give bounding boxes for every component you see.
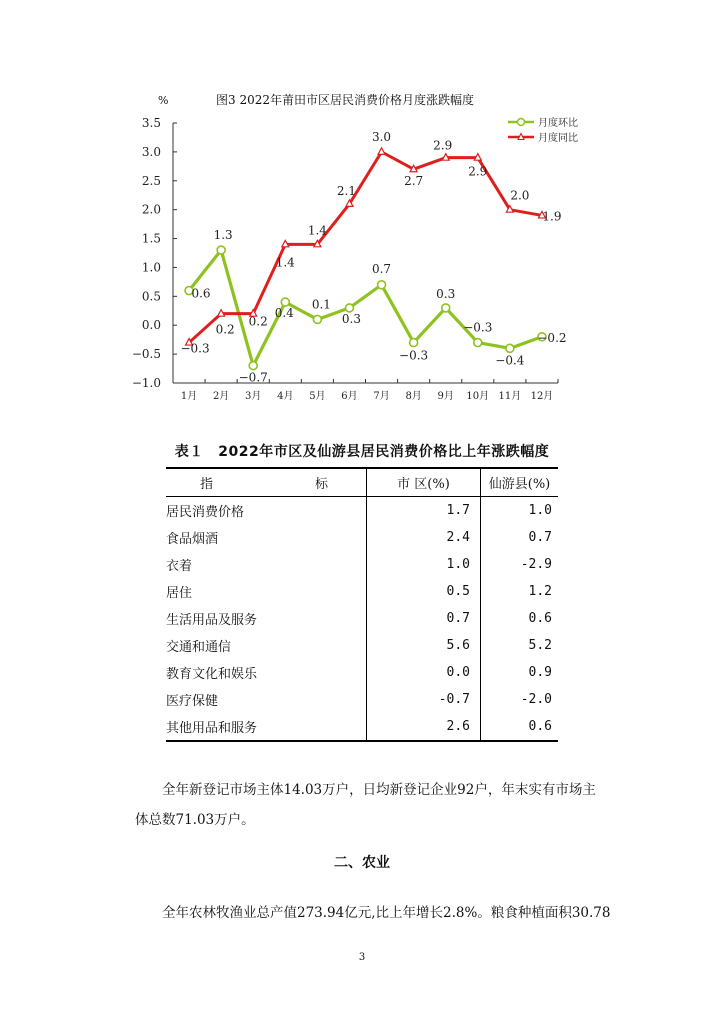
table-title: 表１ 2022年市区及仙游县居民消费价格比上年涨跌幅度 [174,444,550,460]
row-city-value: 0.5 [367,578,481,605]
legend-marker [518,119,525,126]
row-city-value: 2.4 [367,524,481,551]
section-heading-agriculture: 二、农业 [334,855,390,871]
data-label: 3.0 [371,129,392,144]
data-point [410,339,418,347]
y-tick-label: 0.5 [141,289,161,304]
data-point [442,304,450,312]
row-city-value: -0.7 [367,686,481,713]
data-label: 1.3 [213,228,233,243]
x-tick-label: 12月 [530,391,554,402]
header-indicator [166,468,367,497]
data-label: −0.2 [537,330,567,345]
data-label: 1.9 [542,209,562,224]
x-tick-label: 3月 [245,391,262,402]
data-label: 1.4 [275,255,295,270]
data-label: −0.3 [463,320,493,335]
paragraph-agriculture: 全年农林牧渔业总产值273.94亿元,比上年增长2.8%。粮食种植面积30.78 [162,905,611,921]
x-tick-label: 1月 [180,391,198,402]
x-tick-label: 11月 [498,391,522,402]
y-tick-label: −0.5 [131,347,161,362]
row-county-value: 0.6 [481,713,559,741]
table-row [166,497,558,525]
data-label: 2.1 [336,183,357,198]
table-row [166,578,558,605]
row-name: 医疗保健 [166,694,219,709]
y-axis-unit-label: % [158,94,169,107]
row-county-value: 1.2 [481,578,559,605]
row-name: 交通和通信 [166,640,232,655]
data-point [378,281,386,289]
header-indicator-left: 指 [200,477,214,492]
y-tick-label: 2.0 [141,202,161,217]
page-number: 3 [358,952,366,963]
data-label: 0.2 [248,314,268,329]
y-tick-label: 3.5 [141,116,161,130]
table-row [166,713,558,741]
header-county: 仙游县(%) [481,468,559,497]
y-tick-label: −1.0 [131,376,161,390]
data-label: −0.3 [180,341,210,356]
cpi-line-chart [0,0,724,430]
row-name: 食品烟酒 [166,532,219,547]
data-label: −0.7 [238,370,268,385]
row-name: 其他用品和服务 [166,713,367,741]
row-county-value: 5.2 [481,632,559,659]
table-row [166,632,558,659]
data-point [378,148,385,155]
data-point [474,339,482,347]
data-point [345,304,353,312]
y-tick-label: 3.0 [141,144,161,159]
row-name: 教育文化和娱乐 [166,667,258,682]
data-label: 2.9 [433,138,453,153]
row-name: 生活用品及服务 [166,613,258,628]
row-county-value: 1.0 [481,497,559,525]
x-tick-label: 2月 [212,391,230,402]
header-indicator-right: 标 [314,477,328,492]
legend-label: 月度同比 [538,133,578,144]
paragraph-market: 全年新登记市场主体14.03万户，日均新登记企业92户，年末实有市场主体总数71.03万户。 [135,782,596,828]
row-city-value: 1.0 [367,551,481,578]
x-tick-label: 4月 [277,391,294,402]
data-label: 0.7 [371,261,392,276]
data-label: 1.4 [307,223,327,238]
row-name: 居住 [166,586,193,601]
data-point [249,362,257,370]
data-label: 0.6 [191,286,211,301]
table-header-row [166,468,558,497]
series-line-yoy [189,152,542,343]
row-county-value: -2.9 [481,551,559,578]
row-county-value: 0.9 [481,659,559,686]
y-tick-label: 2.5 [141,173,161,188]
cpi-table [166,467,558,742]
data-point [281,298,289,306]
x-tick-label: 5月 [309,391,326,402]
table-row [166,686,558,713]
data-label: 0.3 [436,286,456,301]
row-county-value: 0.7 [481,524,559,551]
data-label: 0.3 [341,311,362,326]
data-label: 0.1 [311,297,331,312]
data-point [313,315,321,323]
table-row [166,524,558,551]
row-city-value: 0.7 [367,605,481,632]
x-tick-label: 9月 [437,391,454,402]
y-tick-label: 1.0 [141,260,161,275]
row-city-value: 1.7 [367,497,481,525]
legend-marker [518,134,524,140]
row-county-value: 0.6 [481,605,559,632]
series-line-mom [189,250,542,366]
chart-title: 图3 2022年莆田市区居民消费价格月度涨跌幅度 [216,93,474,107]
legend-label: 月度环比 [538,118,578,129]
row-name: 居民消费价格 [166,505,245,520]
chart-plot-area [132,116,578,402]
data-label: 2.7 [404,174,424,189]
data-label: 0.4 [274,306,294,321]
table-row [166,605,558,632]
table-row [166,551,558,578]
row-city-value: 0.0 [367,659,481,686]
data-point [217,246,225,254]
row-county-value: -2.0 [481,686,559,713]
data-label: 0.2 [215,322,235,337]
data-point [506,344,514,352]
data-label: −0.3 [399,348,429,363]
x-tick-label: 7月 [373,391,390,402]
x-tick-label: 8月 [405,391,422,402]
data-label: −0.4 [495,353,525,368]
x-tick-label: 10月 [466,391,490,402]
data-label: 2.9 [468,164,488,179]
row-name: 衣着 [166,559,193,574]
table-row [166,659,558,686]
data-label: 2.0 [510,188,530,203]
x-tick-label: 6月 [341,391,358,402]
row-city-value: 2.6 [367,713,481,741]
row-city-value: 5.6 [367,632,481,659]
y-tick-label: 0.0 [141,318,161,333]
y-tick-label: 1.5 [141,231,161,246]
header-city: 市 区(%) [367,468,481,497]
